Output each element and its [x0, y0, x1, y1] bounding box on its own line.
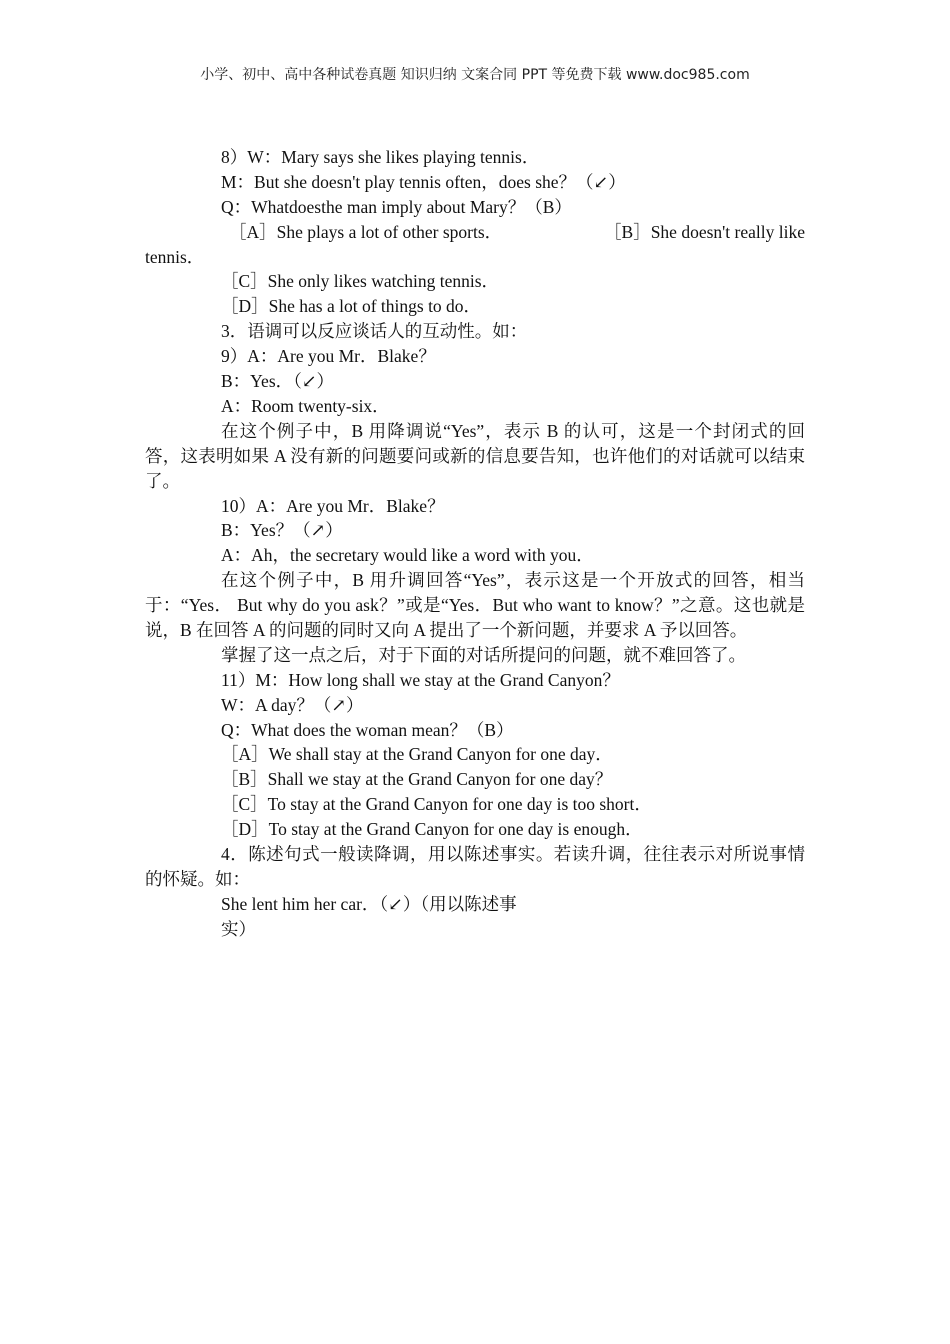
transition-line: 掌握了这一点之后，对于下面的对话所提问的问题，就不难回答了。 [221, 644, 746, 665]
option-c: ［C］To stay at the Grand Canyon for one day is too short． [221, 794, 652, 815]
page-header-banner: 小学、初中、高中各种试卷真题 知识归纳 文案合同 PPT 等免费下载 www.doc985.com [200, 67, 750, 83]
dialogue-line: 11）M：How long shall we stay at the Grand Canyon？ [221, 669, 620, 690]
dialogue-line: 10）A：Are you Mr．Blake？ [221, 495, 445, 516]
dialogue-line: B：Yes．（↙） [221, 371, 335, 392]
option-a: ［A］She plays a lot of other sports． [229, 221, 503, 242]
option-b: ［B］Shall we stay at the Grand Canyon for one day？ [221, 769, 613, 790]
dialogue-line: W：A day？（↗） [221, 694, 364, 715]
explanation-paragraph: 在这个例子中，B 用降调说“Yes”，表示 B 的认可，这是一个封闭式的回答，这表明如果 A 没有新的问题要问或新的信息要告知，也许他们的对话就可以结束了。 [145, 420, 805, 491]
dialogue-line: A：Room twenty-six． [221, 395, 390, 416]
dialogue-line: 9）A：Are you Mr．Blake？ [221, 346, 436, 367]
dialogue-line: 8）W：Mary says she likes playing tennis． [221, 147, 540, 167]
question-line: Q：Whatdoesthe man imply about Mary？（B） [221, 196, 572, 217]
dialogue-line: M：But she doesn't play tennis often，does she？（↙） [221, 171, 626, 192]
dialogue-line: B：Yes？（↗） [221, 520, 343, 541]
section-heading: 3．语调可以反应谈话人的互动性。如： [221, 321, 528, 342]
explanation-paragraph: 在这个例子中，B 用升调回答“Yes”，表示这是一个开放式的回答，相当于：“Yes． But why do you ask？”或是“Yes．But who want to know？”之意。这也就是说，B 在回答 A 的问题的同时又向 A 提出了一个新问题，并要求 A 予以回答。 [145, 570, 805, 640]
option-a: ［A］We shall stay at the Grand Canyon for one day． [221, 744, 613, 765]
option-b-continuation: tennis． [145, 246, 205, 267]
option-b: ［B］She doesn't really like [604, 221, 805, 242]
option-d: ［D］She has a lot of things to do． [221, 296, 482, 317]
dialogue-line: A：Ah，the secretary would like a word with you． [221, 545, 594, 566]
question-line: Q：What does the woman mean？（B） [221, 719, 514, 740]
example-line-continuation: 实） [221, 918, 256, 939]
option-d: ［D］To stay at the Grand Canyon for one day is enough． [221, 819, 643, 840]
document-body [145, 145, 805, 942]
options-line [145, 220, 805, 245]
example-line: She lent him her car．（↙）（用以陈述事 [221, 893, 517, 914]
section-paragraph: 4．陈述句式一般读降调，用以陈述事实。若读升调，往往表示对所说事情的怀疑。如： [145, 844, 805, 889]
option-c: ［C］She only likes watching tennis． [221, 271, 500, 292]
